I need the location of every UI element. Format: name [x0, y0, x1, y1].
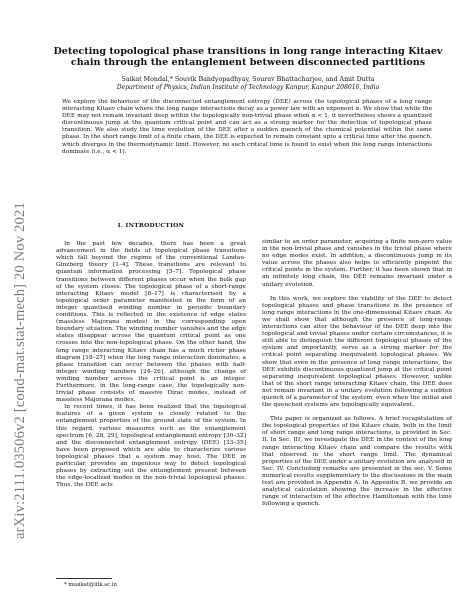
intro-paragraph-2: In recent times, it has been realized that the topological features of a given system is closely related to the entanglement properties of the ground state of the system. In this regard, various measures such as the entanglement spectrum [6, 28, 29], topological entanglement entropy [30–32] and the disconnected entanglement entropy (DEE) [33–35] have been proposed which are able to characterize various topological phases that a system may host. The DEE in particular, provides an ingenious way to detect topological phases by extracting out the entanglement present between the edge-localized modes in the non-trivial topological phases. Thus, the DEE acts — [56, 404, 246, 489]
footnote-email: * msaikat@iitk.ac.in — [64, 582, 117, 588]
paragraph-gap — [262, 289, 452, 296]
arxiv-identifier — [8, 150, 32, 590]
author-list: Saikat Mondal,* Souvik Bandyopadhyay, Sourav Bhattacharjee, and Amit Dutta — [121, 76, 375, 83]
abstract: We explore the behaviour of the disconnected entanglement entropy (DEE) across the topological phases of a long range interacting Kitaev chain where the long range interactions decay as a power law with an exponent α. We show that while the DEE may not remain invariant deep within the topologically non-trivial phase when α < 1, it nevertheless shows a quantized discontinuous jump at the quantum critical point and can act as a strong marker for the detection of topological phase transition. We also study the time evolution of the DEE after a sudden quench of the chemical potential within the same phase. In the short range limit of a finite chain, the DEE is expected to remain constant upto a critical time after the quench, which diverges in the thermodynamic limit. However, no such critical time is found to exist when the long range interactions dominate (i.e., α < 1). — [62, 99, 432, 155]
paragraph-gap — [262, 409, 452, 416]
intro-paragraph-4: In this work, we explore the viability of the DEE to detect topological phases and phase transitions in the presence of long range interactions in the one-dimensional Kitaev chain. As we shall show that although the presence of long-range interactions can alter the behaviour of the DEE deep into the topological and trivial phases under certain circumstances, it is still able to distinguish the different topological phases of the system and importantly, serve as a strong marker for the critical point separating inequivalent topological phases. We show that even in the presence of long range interactions, the DEE exhibits discontinuous quantized jump at the critical point separating inequivalent topological phases. However, unlike that of the short range interacting Kitaev chain, the DEE does not remain invariant in a unitary evolution following a sudden quench of a parameter of the system, even when the initial and the quenched systems are topologically equivalent. — [262, 295, 452, 409]
intro-paragraph-3: similar to an order parameter, acquiring a finite non-zero value in the non-trivial phase and vanishes in the trivial phase where no edge modes exist. In addition, a discontinuous jump in its value across the phases also helps to efficiently pinpoint the critical points in the system. Further, it has been shown that in an infinitely long chain, the DEE remains invariant under a unitary evolution. — [262, 239, 452, 288]
footnote-rule — [56, 578, 112, 579]
paper-title: Detecting topological phase transitions in long range interacting Kitaev chain through the entanglement between disconnected partitions — [53, 46, 443, 68]
arxiv-identifier-text: arXiv:2111.03506v2 [cond-mat.stat-mech] 20 Nov 2021 — [11, 201, 28, 539]
right-column — [262, 239, 452, 508]
intro-paragraph-5: This paper is organized as follows. A brief recapitulation of the topological properties of the Kitaev chain, both in the limit of short range and long range interactions, is provided in Sec. II. In Sec. III, we investigate the DEE in the context of the long range interacting Kitaev chain and compare the results with that observed in the short range limit. The dynamical properties of the DEE under a unitary evolution are analysed in Sec. IV. Concluding remarks are presented in the sec. V. Some numerical results supplementary to the discussions in the main text are provided in Appendix A. In Appendix B, we provide an analytical calculation showing the increase in the effective range of interaction of the effective Hamiltonian with the time following a quench. — [262, 416, 452, 508]
paper-header — [42, 46, 454, 92]
intro-paragraph-1: In the past few decades, there has been a great advancement in the fields of topological phase transitions which fall beyond the regime of the conventional Landau-Ginzberg theory [1–4]. These transitions are relevant to quantum information processing [5–7]. Topological phase transitions between different phases occur when the bulk gap of the system closes. The topological phase of a short-range interacting Kitaev model [8–17] is characterised by a topological order parameter manifested in the form of an integer quantised winding number in periodic boundary conditions. This is reflected in the existence of edge states (massless Majorana modes) in the corresponding open boundary situation. The winding number vanishes and the edge states disappear across the quantum critical point as one crosses into the non-topological phase. On the other hand, the long range interacting Kitaev chain has a much richer phase diagram [18–27] when the long range interaction dominates; a phase transition can occur between the phases with half-integer winding numbers [24–26], although the change of winding number across the critical point is an integer. Furthermore, in the long-range case, the topologically non-trivial phase consists of massive Dirac modes, instead of massless Majorana modes. — [56, 241, 246, 404]
left-column — [56, 222, 246, 489]
affiliation: Department of Physics, Indian Institute of Technology Kanpur, Kanpur 208016, India — [116, 84, 380, 91]
section-heading: I. INTRODUCTION — [117, 222, 185, 229]
